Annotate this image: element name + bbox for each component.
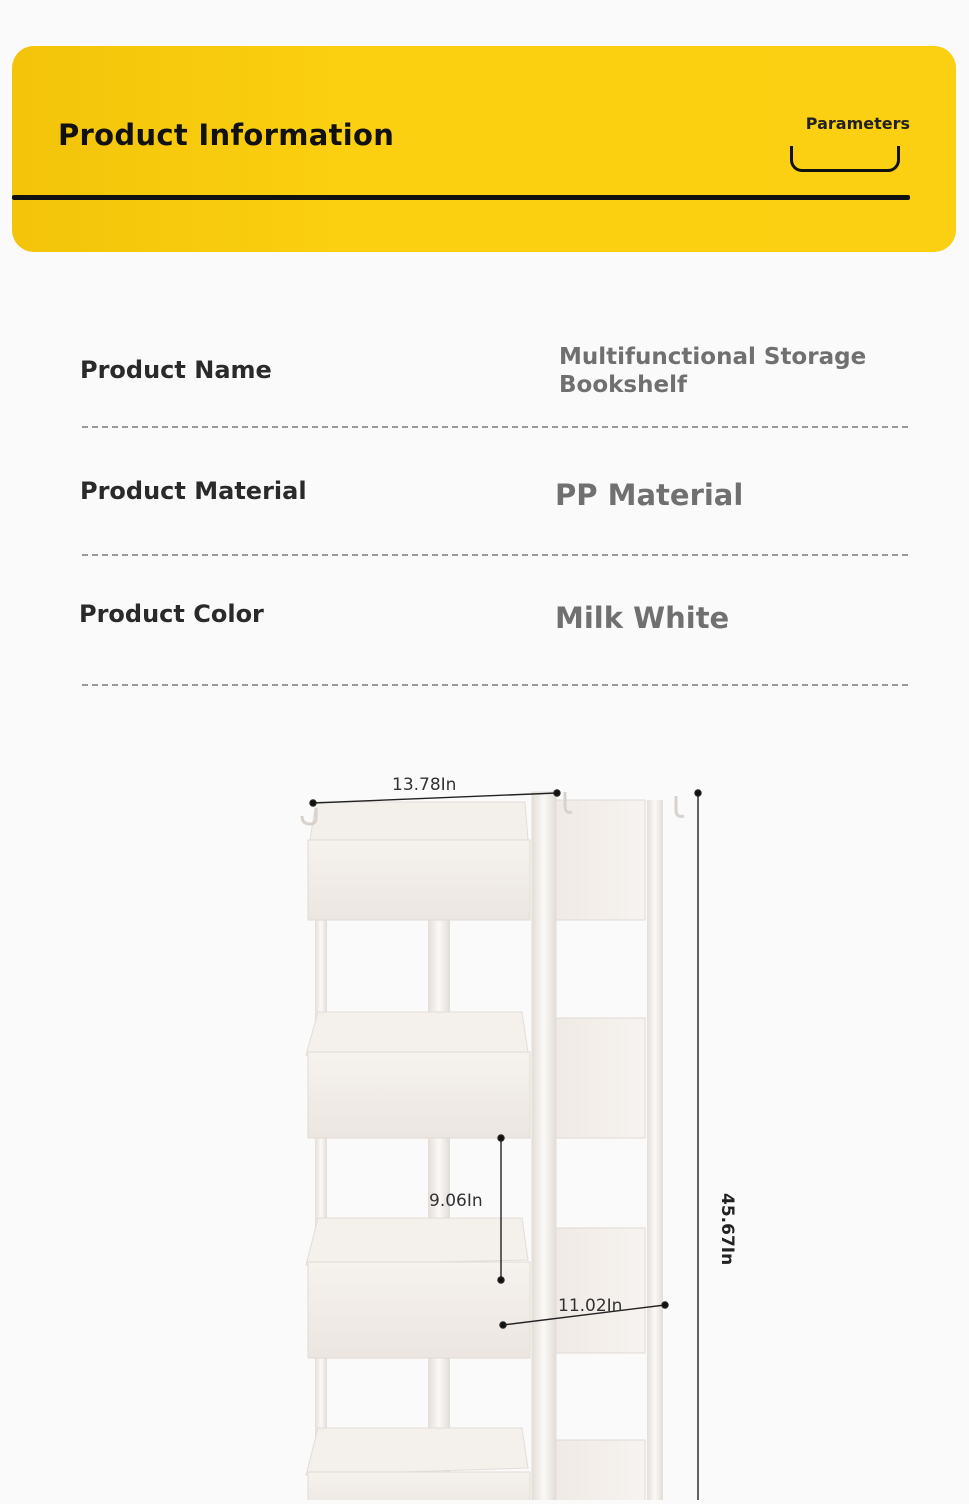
shelf-gap-dimension-label: 9.06In xyxy=(429,1191,483,1211)
side-bins xyxy=(555,800,645,1500)
parameters-bracket-icon xyxy=(790,146,900,172)
spec-label-name: Product Name xyxy=(80,356,272,384)
spec-divider xyxy=(82,684,908,686)
product-info-banner xyxy=(12,46,956,252)
spec-label-color: Product Color xyxy=(79,600,264,628)
bookshelf-illustration xyxy=(0,740,969,1500)
parameters-tag: Parameters xyxy=(805,114,910,133)
spec-label-material: Product Material xyxy=(80,477,307,505)
spec-divider xyxy=(82,554,908,556)
banner-title: Product Information xyxy=(58,118,395,152)
spec-divider xyxy=(82,426,908,428)
height-dimension-label: 45.67In xyxy=(717,1193,737,1266)
spec-value-name: Multifunctional Storage Bookshelf xyxy=(559,344,867,398)
front-bins xyxy=(306,802,530,1500)
depth-dimension-label: 11.02In xyxy=(558,1296,623,1316)
banner-underline xyxy=(12,195,910,200)
width-dimension-label: 13.78In xyxy=(392,775,457,795)
back-right-post xyxy=(647,800,663,1500)
front-center-post xyxy=(532,792,556,1500)
spec-value-material: PP Material xyxy=(555,478,744,512)
spec-value-color: Milk White xyxy=(555,601,730,635)
product-dimension-figure xyxy=(0,740,969,1500)
